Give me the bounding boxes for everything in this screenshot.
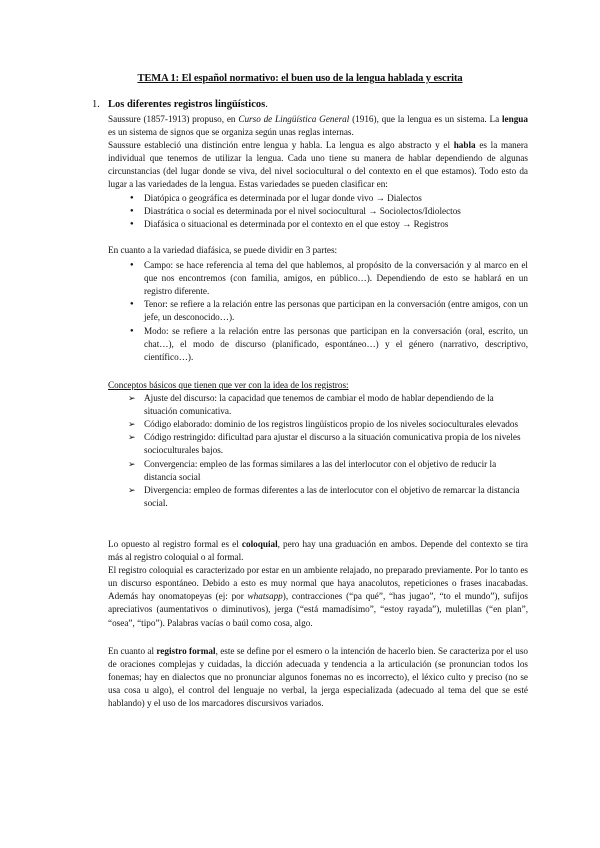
concepts-list <box>108 392 528 510</box>
term-whatsapp: whatsapp <box>247 591 283 602</box>
term-coloquial: coloquial <box>241 539 278 549</box>
list-item: ● Modo: se refiere a la relación entre las personas que participan en la conversación (oral, escrito, un chat…), el modo de discurso (planificado, espontáneo…) y el género (narrativo, descriptivo, científico…). <box>108 325 528 364</box>
term-lengua: lengua <box>501 114 529 124</box>
p2-text-b: es la manera individual que tenemos de utilizar la lengua. Cada uno tiene su manera de hablar dependiendo de algunas circunstancias (del lugar donde se viva, del nivel sociocultural o del contexto en el que estamos). Todo esto da lugar a las variedades de la lengua. Estas variedades se pueden clasificar en: <box>108 140 528 190</box>
list-item: ➢ Convergencia: empleo de las formas similares a las del interlocutor con el objetivo de reducir la distancia social <box>108 458 528 484</box>
list-item: ● Tenor: se refiere a la relación entre las personas que participan en la conversación (entre amigos, con un jefe, un desconocido…). <box>108 298 528 324</box>
concepts-title: Conceptos básicos que tienen que ver con la idea de los registros: <box>108 380 349 390</box>
list-item: ● Campo: se hace referencia al tema del que hablemos, al propósito de la conversación y al marco en el que nos encontremos (con familia, amigos, en público…). Dependiendo de esto se hablará en un registro diferente. <box>108 259 528 298</box>
list-item: ➢ Divergencia: empleo de formas diferentes a las de interlocutor con el objetivo de remarcar la distancia social. <box>108 484 528 510</box>
list-item: ● Diatópica o geográfica es determinada por el lugar donde vivo → Dialectos <box>108 192 528 205</box>
formal-block <box>108 645 528 710</box>
lengua-habla-paragraph <box>108 139 528 191</box>
term-habla: habla <box>453 140 476 151</box>
term-registro-formal: registro formal <box>156 646 216 656</box>
p1-text-c: es un sistema de signos que se organiza según unas reglas internas. <box>108 127 354 138</box>
book-title: Curso de Lingüística General <box>238 114 350 124</box>
p2-text-a: Saussure estableció una distinción entre lengua y habla. La lengua es algo abstracto y el <box>108 140 454 151</box>
diafasica-block <box>108 244 528 364</box>
section-number: 1. <box>92 99 100 110</box>
section-heading-period: . <box>265 99 268 110</box>
opuesto-paragraph <box>108 538 528 564</box>
p4-text-a: Lo opuesto al registro formal es el <box>108 539 242 549</box>
intro-block <box>108 113 528 231</box>
list-item: ➢ Código elaborado: dominio de los registros lingüísticos propio de los niveles socioculturales elevados <box>108 418 528 431</box>
varieties-list <box>108 192 528 231</box>
p6-text-a: En cuanto al <box>108 646 157 656</box>
formal-paragraph <box>108 645 528 710</box>
list-item: ➢ Ajuste del discurso: la capacidad que tenemos de cambiar el modo de hablar dependiendo de la situación comunicativa. <box>108 392 528 418</box>
section-heading-text: Los diferentes registros lingüísticos <box>108 99 266 110</box>
coloquial-block <box>108 538 528 630</box>
saussure-paragraph <box>108 113 528 139</box>
concepts-block <box>108 379 528 510</box>
document-title: TEMA 1: El español normativo: el buen uso de la lengua hablada y escrita <box>137 73 463 84</box>
p1-text-b: (1916), que la lengua es un sistema. La <box>349 114 502 124</box>
section-heading <box>108 99 268 110</box>
p4-text-b: , pero hay una graduación en ambos. Depende del contexto se tira más al registro coloquial o al formal. <box>108 539 528 563</box>
p5-text-a: El registro coloquial es caracterizado por estar en un ambiente relajado, no preparado previamente. Por lo tanto es un discurso espontáneo. Debido a esto es muy normal que haya anacolutos, repeticiones o frases inacabadas. Además hay onomatopeyas (ej: por <box>108 565 528 602</box>
parts-list <box>108 259 528 364</box>
list-item: ➢ Código restringido: dificultad para ajustar el discurso a la situación comunicativa propia de los niveles socioculturales bajos. <box>108 431 528 457</box>
p6-text-b: , este se define por el esmero o la intención de hacerlo bien. Se caracteriza por el uso de oraciones complejas y cuidadas, la dicción adecuada y tendencia a la articulación (se pronuncian todos los fonemas; hay en dialectos que no pronunciar algunos fonemas no es incorrecto), el léxico culto y preciso (no se usa cosa u algo), el control del lenguaje no verbal, la jerga especializada (adecuado al tema del que se esté hablando) y el uso de los marcadores discursivos variados. <box>108 646 528 709</box>
list-item: ● Diafásica o situacional es determinada por el contexto en el que estoy → Registros <box>108 218 528 231</box>
p5-text-b: ), contracciones (“pa qué”, “has jugao”, “to el mundo”), sufijos apreciativos (aumentativos o diminutivos), jerga (“está mamadísimo”, “estoy rayada”), muletillas (“en plan”, “osea”, “tipo”). Palabras vacías o baúl como cosa, algo. <box>108 591 529 628</box>
p1-text-a: Saussure (1857-1913) propuso, en <box>108 114 239 124</box>
list-item: ● Diastrática o social es determinada por el nivel sociocultural → Sociolectos/Idiolectos <box>108 205 528 218</box>
coloquial-paragraph <box>108 564 528 629</box>
diafasica-paragraph: En cuanto a la variedad diafásica, se puede dividir en 3 partes: <box>108 245 338 255</box>
